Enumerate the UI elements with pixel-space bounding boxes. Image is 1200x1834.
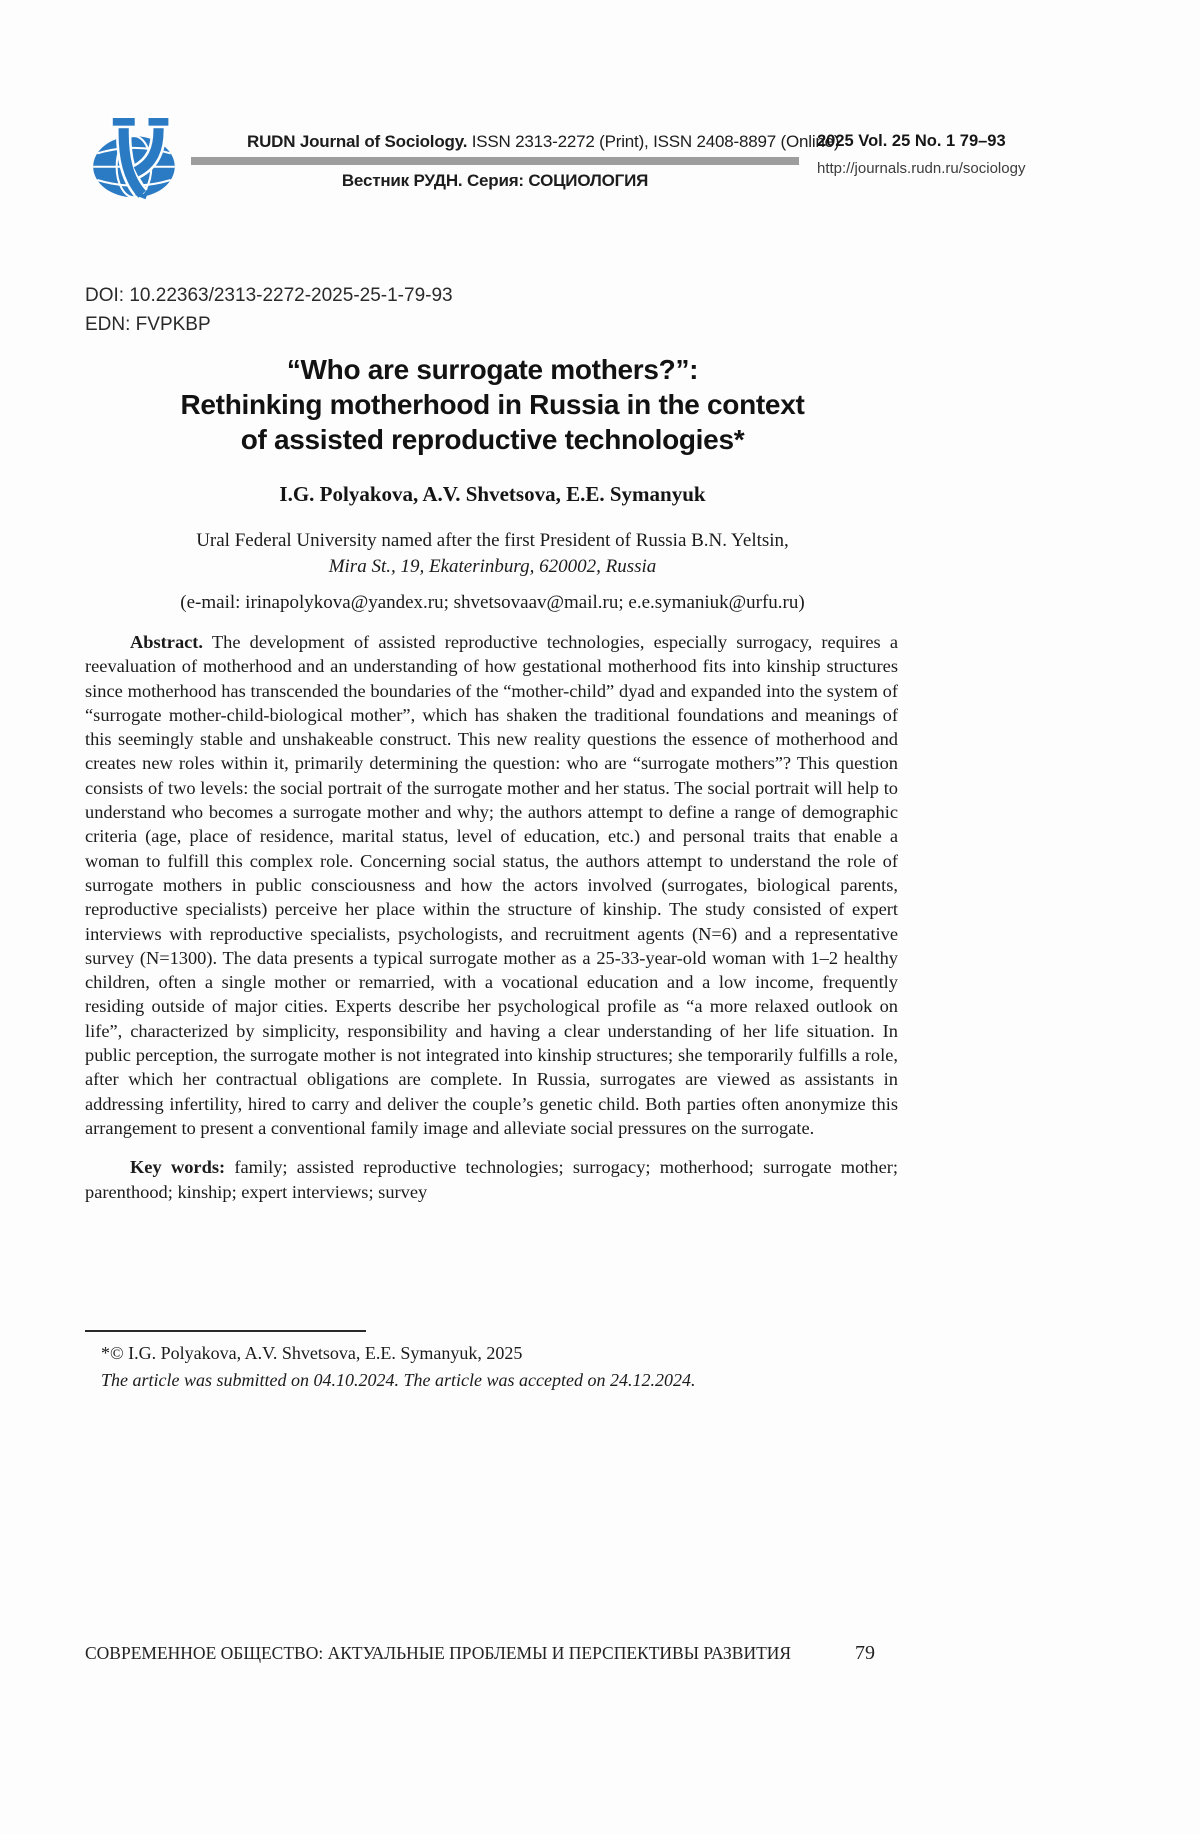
footnote-block	[85, 1330, 900, 1394]
section-title: СОВРЕМЕННОЕ ОБЩЕСТВО: АКТУАЛЬНЫЕ ПРОБЛЕМЫ И ПЕРСПЕКТИВЫ РАЗВИТИЯ	[85, 1643, 792, 1663]
journal-name: RUDN Journal of Sociology.	[247, 132, 468, 151]
abstract-paragraph	[85, 630, 898, 1140]
footnote-dates: The article was submitted on 04.10.2024. The article was accepted on 24.12.2024.	[101, 1370, 696, 1390]
email-line: (e-mail: irinapolykova@yandex.ru; shvetsovaav@mail.ru; e.e.symaniuk@urfu.ru)	[180, 592, 805, 613]
footnote-rule	[85, 1330, 366, 1332]
journal-url: http://journals.rudn.ru/sociology	[817, 160, 1026, 177]
affiliation-block	[85, 528, 900, 580]
identifier-block	[85, 281, 453, 339]
header-divider-bar	[191, 157, 799, 165]
affiliation-address: Mira St., 19, Ekaterinburg, 620002, Russia	[328, 556, 657, 577]
keywords-paragraph	[85, 1155, 898, 1204]
affiliation-name: Ural Federal University named after the first President of Russia B.N. Yeltsin,	[196, 530, 789, 551]
title-line-2: Rethinking motherhood in Russia in the context	[180, 389, 805, 420]
title-line-3: of assisted reproductive technologies*	[240, 424, 745, 455]
article-body	[85, 630, 898, 1204]
footnote-copyright: *© I.G. Polyakova, A.V. Shvetsova, E.E. Symanyuk, 2025	[101, 1343, 523, 1363]
rudn-logo-icon	[85, 112, 187, 200]
page-number: 79	[855, 1642, 875, 1664]
journal-issn: ISSN 2313-2272 (Print), ISSN 2408-8897 (Online)	[467, 132, 840, 151]
volume-info: 2025 Vol. 25 No. 1 79–93	[817, 132, 1006, 150]
journal-name-russian: Вестник РУДН. Серия: СОЦИОЛОГИЯ	[341, 171, 649, 190]
doi-text: DOI: 10.22363/2313-2272-2025-25-1-79-93	[85, 285, 453, 306]
journal-titles	[191, 112, 840, 191]
abstract-label: Abstract.	[130, 632, 204, 652]
edn-text: EDN: FVPKBP	[85, 314, 211, 335]
article-title	[85, 352, 900, 457]
abstract-text: The development of assisted reproductive technologies, especially surrogacy, requires a reevaluation of motherhood and an understanding of how gestational motherhood fits into kinship structures since motherhood has transcended the boundaries of the “mother-child” dyad and expanded into the system of “surrogate mother-child-biological mother”, which has shaken the traditional foundations and meanings of this seemingly stable and unshakeable construct. This new reality questions the essence of motherhood and creates new roles within it, primarily determining the question: who are “surrogate mothers”? This question consists of two levels: the social portrait of the surrogate mother and her status. The social portrait will help to understand who becomes a surrogate mother and why; the authors attempt to define a range of demographic criteria (age, place of residence, marital status, level of education, etc.) and personal traits that enable a woman to fulfill this complex role. Concerning social status, the authors attempt to understand the role of surrogate mothers in public consciousness and how the actors involved (surrogates, biological parents, reproductive specialists) perceive her place within the structure of kinship. The study consisted of expert interviews with reproductive specialists, psychologists, and recruitment agents (N=6) and a representative survey (N=1300). The data presents a typical surrogate mother as a 25-33-year-old woman with 1–2 healthy children, often a single mother or remarried, with a vocational education and a low income, frequently residing outside of major cities. Experts describe her psychological profile as “a more relaxed outlook on life”, characterized by simplicity, responsibility and having a clear understanding of her life situation. In public perception, the surrogate mother is not integrated into kinship structures; she temporarily fulfills a role, after which her contractual obligations are complete. In Russia, surrogates are viewed as assistants in addressing infertility, hired to carry and deliver the couple’s genetic child. Both parties often anonymize this arrangement to present a conventional family image and alleviate social pressures on the surrogate.	[85, 632, 898, 1138]
authors-line: I.G. Polyakova, A.V. Shvetsova, E.E. Symanyuk	[279, 482, 706, 506]
keywords-label: Key words:	[130, 1157, 226, 1178]
journal-header	[85, 112, 1026, 200]
keywords-text: family; assisted reproductive technologies; surrogacy; motherhood; surrogate mother; parenthood; kinship; expert interviews; survey	[85, 1157, 898, 1202]
page-footer	[85, 1642, 890, 1665]
journal-name-line	[191, 132, 840, 152]
title-line-1: “Who are surrogate mothers?”:	[286, 354, 699, 385]
issue-info	[817, 112, 1025, 177]
